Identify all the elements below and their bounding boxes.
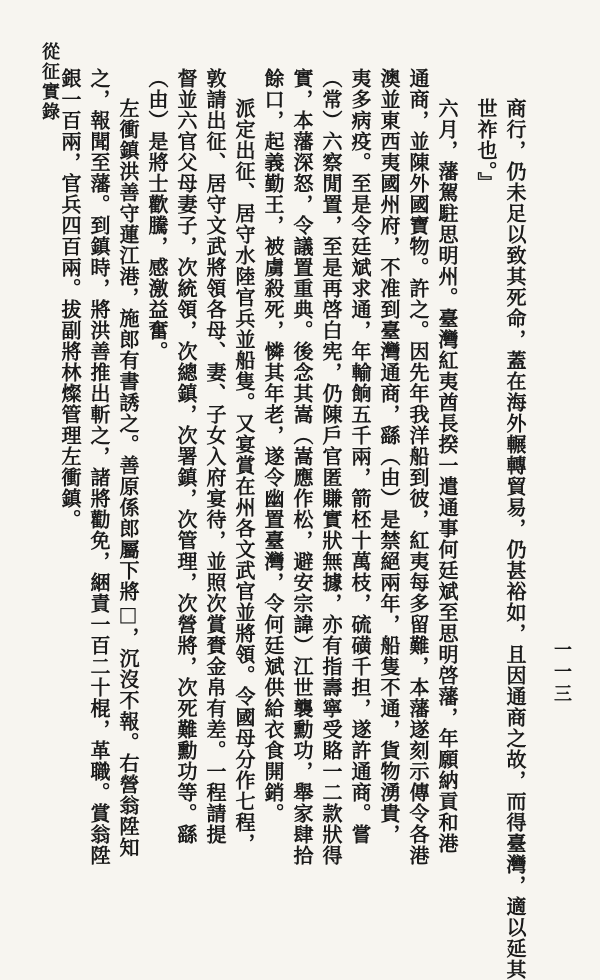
text-column: 通商，並陳外國寶物。許之。因先年我洋船到彼，紅夷每多留難，本藩遂刻示傳令各港 [406, 68, 430, 866]
text-column: 督並六官父母妻子，次統領，次總鎮，次署鎮，次管理，次營將，次死難勳功等。繇 [174, 68, 198, 845]
running-title: 從征實錄 [39, 42, 60, 122]
text-column: 敦請出征、居守文武將領各母、妻、子女入府宴待，並照次賞賚金帛有差。一程請提 [203, 68, 227, 845]
text-column: 派定出征、居守水陸官兵並船隻。又宴賞在州各文武官並將領。令國母分作七程， [232, 98, 256, 854]
text-column: 商行，仍未足以致其死命，蓋在海外輾轉貿易，仍甚裕如，且因通商之故，而得臺灣，適以延其 [503, 98, 527, 980]
text-column: 夷多病疫。至是令廷斌求通，年輸餉五千兩，箭柸十萬枝，硫磺千担，遂許通商。嘗 [348, 68, 372, 845]
text-column: 銀一百兩，官兵四百兩。拔副將林燦管理左衝鎮。 [58, 68, 82, 530]
text-column: 左衝鎮洪善守蓮江港，施郎有書誘之。善原係郎屬下將□，沉沒不報。右營翁陞知 [116, 98, 140, 858]
page-number: 一一三 [551, 640, 572, 706]
text-column: （由）是將士歡騰，感激益奮。 [145, 68, 169, 362]
text-column: 之，報聞至藩。到鎮時，將洪善推出斬之，諸將勸免，綑責一百二十棍，革職。賞翁陞 [87, 68, 111, 866]
text-column: 實，本藩深怒，令議置重典。後念其嵩（嵩應作松，避安宗諱）江世襲勳功，舉家肆拾 [290, 68, 314, 866]
text-column: （常）六察閒置，至是再啓白宪，仍陳戶官匿賺實狀無據，亦有指壽寧受賂一二款狀得 [319, 68, 343, 866]
text-column: 澳並東西夷國州府，不准到臺灣通商，繇（由）是禁絕兩年，船隻不通，貨物湧貴， [377, 68, 401, 845]
text-column: 六月，藩駕駐思明州。臺灣紅夷酋長揆一遣通事何廷斌至思明啓藩，年願納貢和港 [435, 98, 459, 854]
text-column: 世祚也。』 [474, 98, 498, 193]
text-column: 餘口，起義勤王，被虜殺死，憐其年老，遂令幽置臺灣，令何廷斌供給衣食開銷。 [261, 68, 285, 824]
